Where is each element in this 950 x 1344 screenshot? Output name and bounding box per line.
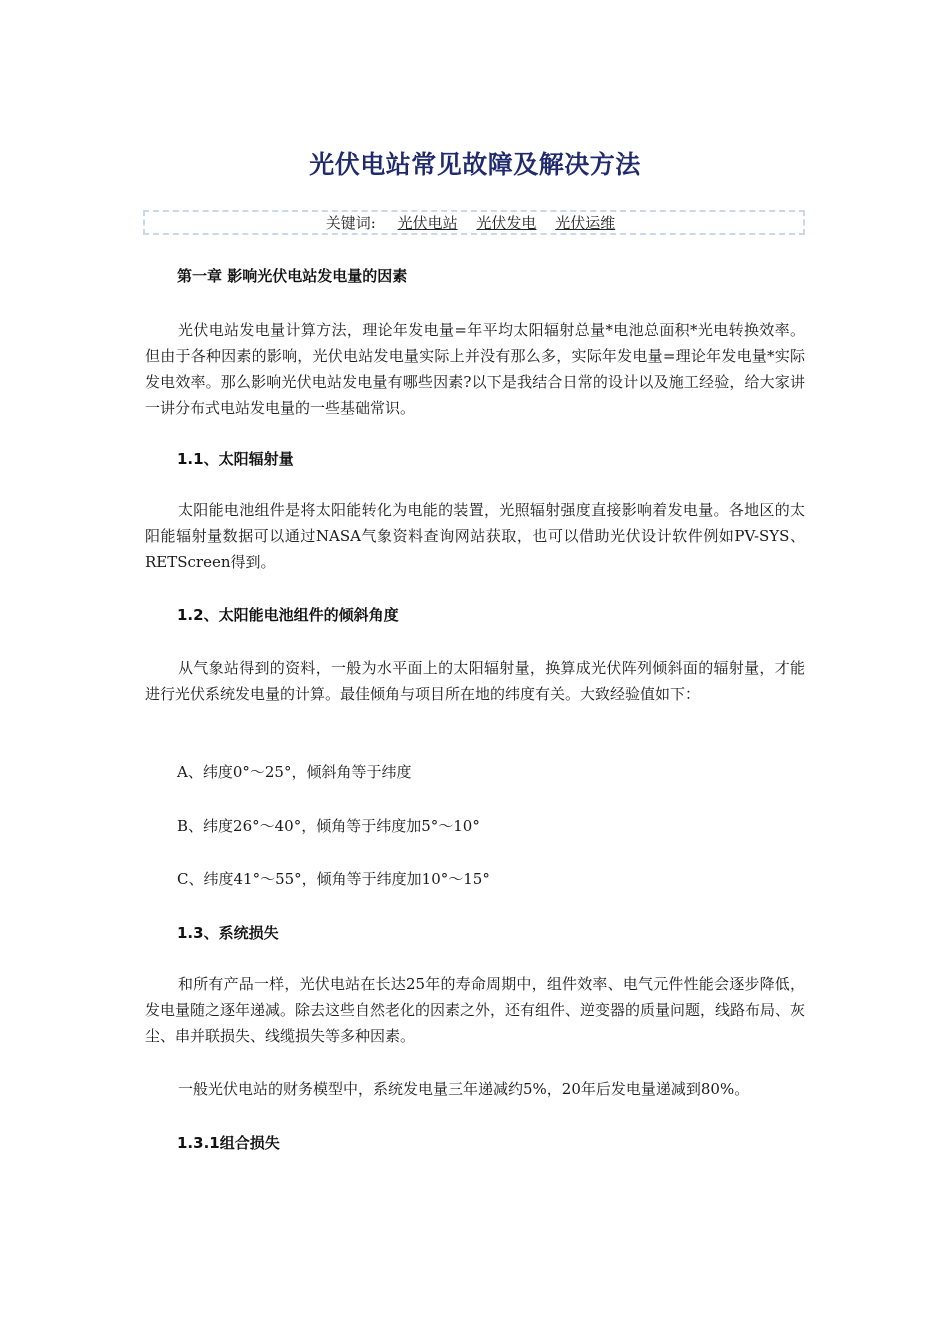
keywords-bar <box>143 210 805 235</box>
paragraph: 从气象站得到的资料，一般为水平面上的太阳辐射量，换算成光伏阵列倾斜面的辐射量，才能进行光伏系统发电量的计算。最佳倾角与项目所在地的纬度有关。大致经验值如下： <box>145 659 805 703</box>
list-item: B、纬度26°～40°，倾角等于纬度加5°～10° <box>177 817 480 835</box>
keywords-label: 关键词: <box>325 214 376 232</box>
section-heading: 1.3、系统损失 <box>177 924 279 942</box>
keyword-link[interactable]: 光伏电站 <box>397 214 458 232</box>
section-heading: 1.1、太阳辐射量 <box>177 450 294 468</box>
list-item: A、纬度0°～25°，倾斜角等于纬度 <box>177 763 412 781</box>
list-item: C、纬度41°～55°，倾角等于纬度加10°～15° <box>177 870 490 888</box>
section-heading: 1.2、太阳能电池组件的倾斜角度 <box>177 606 399 624</box>
paragraph: 太阳能电池组件是将太阳能转化为电能的装置，光照辐射强度直接影响着发电量。各地区的太阳能辐射量数据可以通过NASA气象资料查询网站获取，也可以借助光伏设计软件例如PV-SYS、RETScreen得到。 <box>145 501 805 571</box>
subsection-heading: 1.3.1组合损失 <box>177 1134 280 1152</box>
paragraph: 一般光伏电站的财务模型中，系统发电量三年递减约5%，20年后发电量递减到80%。 <box>178 1080 750 1098</box>
keyword-link[interactable]: 光伏发电 <box>476 214 537 232</box>
chapter-heading: 第一章 影响光伏电站发电量的因素 <box>177 267 408 285</box>
page-title: 光伏电站常见故障及解决方法 <box>309 150 641 179</box>
keyword-link[interactable]: 光伏运维 <box>555 214 616 232</box>
paragraph: 和所有产品一样，光伏电站在长达25年的寿命周期中，组件效率、电气元件性能会逐步降低，发电量随之逐年递减。除去这些自然老化的因素之外，还有组件、逆变器的质量问题，线路布局、灰尘、串并联损失、线缆损失等多种因素。 <box>145 975 806 1045</box>
paragraph: 光伏电站发电量计算方法，理论年发电量=年平均太阳辐射总量*电池总面积*光电转换效率。但由于各种因素的影响，光伏电站发电量实际上并没有那么多，实际年发电量=理论年发电量*实际发电效率。那么影响光伏电站发电量有哪些因素?以下是我结合日常的设计以及施工经验，给大家讲一讲分布式电站发电量的一些基础常识。 <box>145 321 805 417</box>
